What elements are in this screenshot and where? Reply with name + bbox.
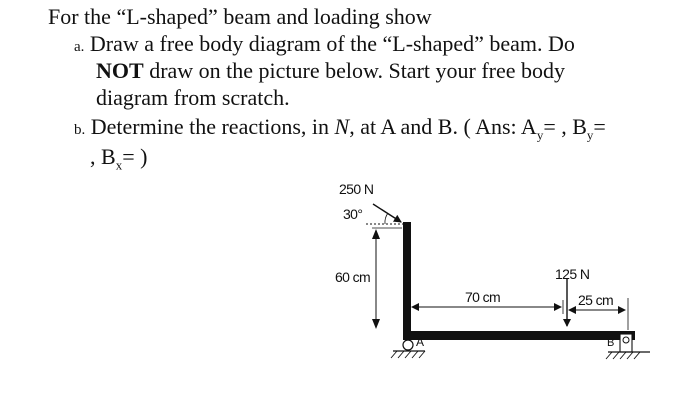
height-dim-label: 60 cm bbox=[335, 269, 371, 285]
part-b-eq-sep: = , B bbox=[543, 114, 587, 139]
sub-bx: x bbox=[115, 157, 123, 173]
sub-by: y bbox=[586, 127, 594, 143]
part-a-line-3: diagram from scratch. bbox=[96, 85, 290, 110]
support-a-hatch bbox=[391, 351, 425, 358]
support-a-pin-icon bbox=[403, 340, 413, 350]
right-dim-arrow-left bbox=[568, 306, 576, 314]
vertical-beam bbox=[403, 222, 411, 340]
right-dim-label: 25 cm bbox=[578, 292, 614, 308]
height-dim-arrow-top bbox=[372, 229, 380, 239]
part-b-unit: N bbox=[334, 114, 350, 139]
height-dim-arrow-bottom bbox=[372, 319, 380, 329]
right-dim-arrow-right bbox=[618, 306, 626, 314]
part-b-text-post: , at A and B. ( Ans: A bbox=[349, 114, 537, 139]
support-b-hatch bbox=[606, 352, 640, 359]
part-b-eq-end: = bbox=[593, 114, 606, 139]
part-b-line2-post: = ) bbox=[122, 144, 148, 169]
span-dim-arrow-right bbox=[554, 303, 562, 311]
support-b-pin-icon bbox=[623, 337, 629, 343]
span-dim-arrow-left bbox=[411, 303, 419, 311]
sub-ay: y bbox=[536, 127, 544, 143]
horizontal-beam bbox=[403, 331, 635, 340]
part-a-marker: a. bbox=[74, 39, 85, 55]
support-a-label: A bbox=[416, 335, 424, 349]
span-dim-label: 70 cm bbox=[465, 289, 501, 305]
force-250-label: 250 N bbox=[339, 181, 374, 197]
angle-arc bbox=[385, 213, 388, 224]
force-125-label: 125 N bbox=[555, 266, 590, 282]
part-b-line2-pre: , B bbox=[90, 144, 116, 169]
part-b-text-pre: Determine the reactions, in bbox=[90, 114, 335, 139]
force-250-arrow bbox=[373, 204, 401, 222]
angle-label: 30° bbox=[343, 206, 363, 222]
support-b-label: B bbox=[607, 337, 614, 349]
problem-intro: For the “L-shaped” beam and loading show bbox=[48, 4, 432, 29]
part-a-text-2: draw on the picture below. Start your free body bbox=[143, 58, 566, 83]
part-a-text-1: Draw a free body diagram of the “L-shaped” beam. Do bbox=[89, 31, 575, 56]
part-a-not-emphasis: NOT bbox=[96, 58, 144, 83]
part-b-marker: b. bbox=[74, 122, 86, 138]
